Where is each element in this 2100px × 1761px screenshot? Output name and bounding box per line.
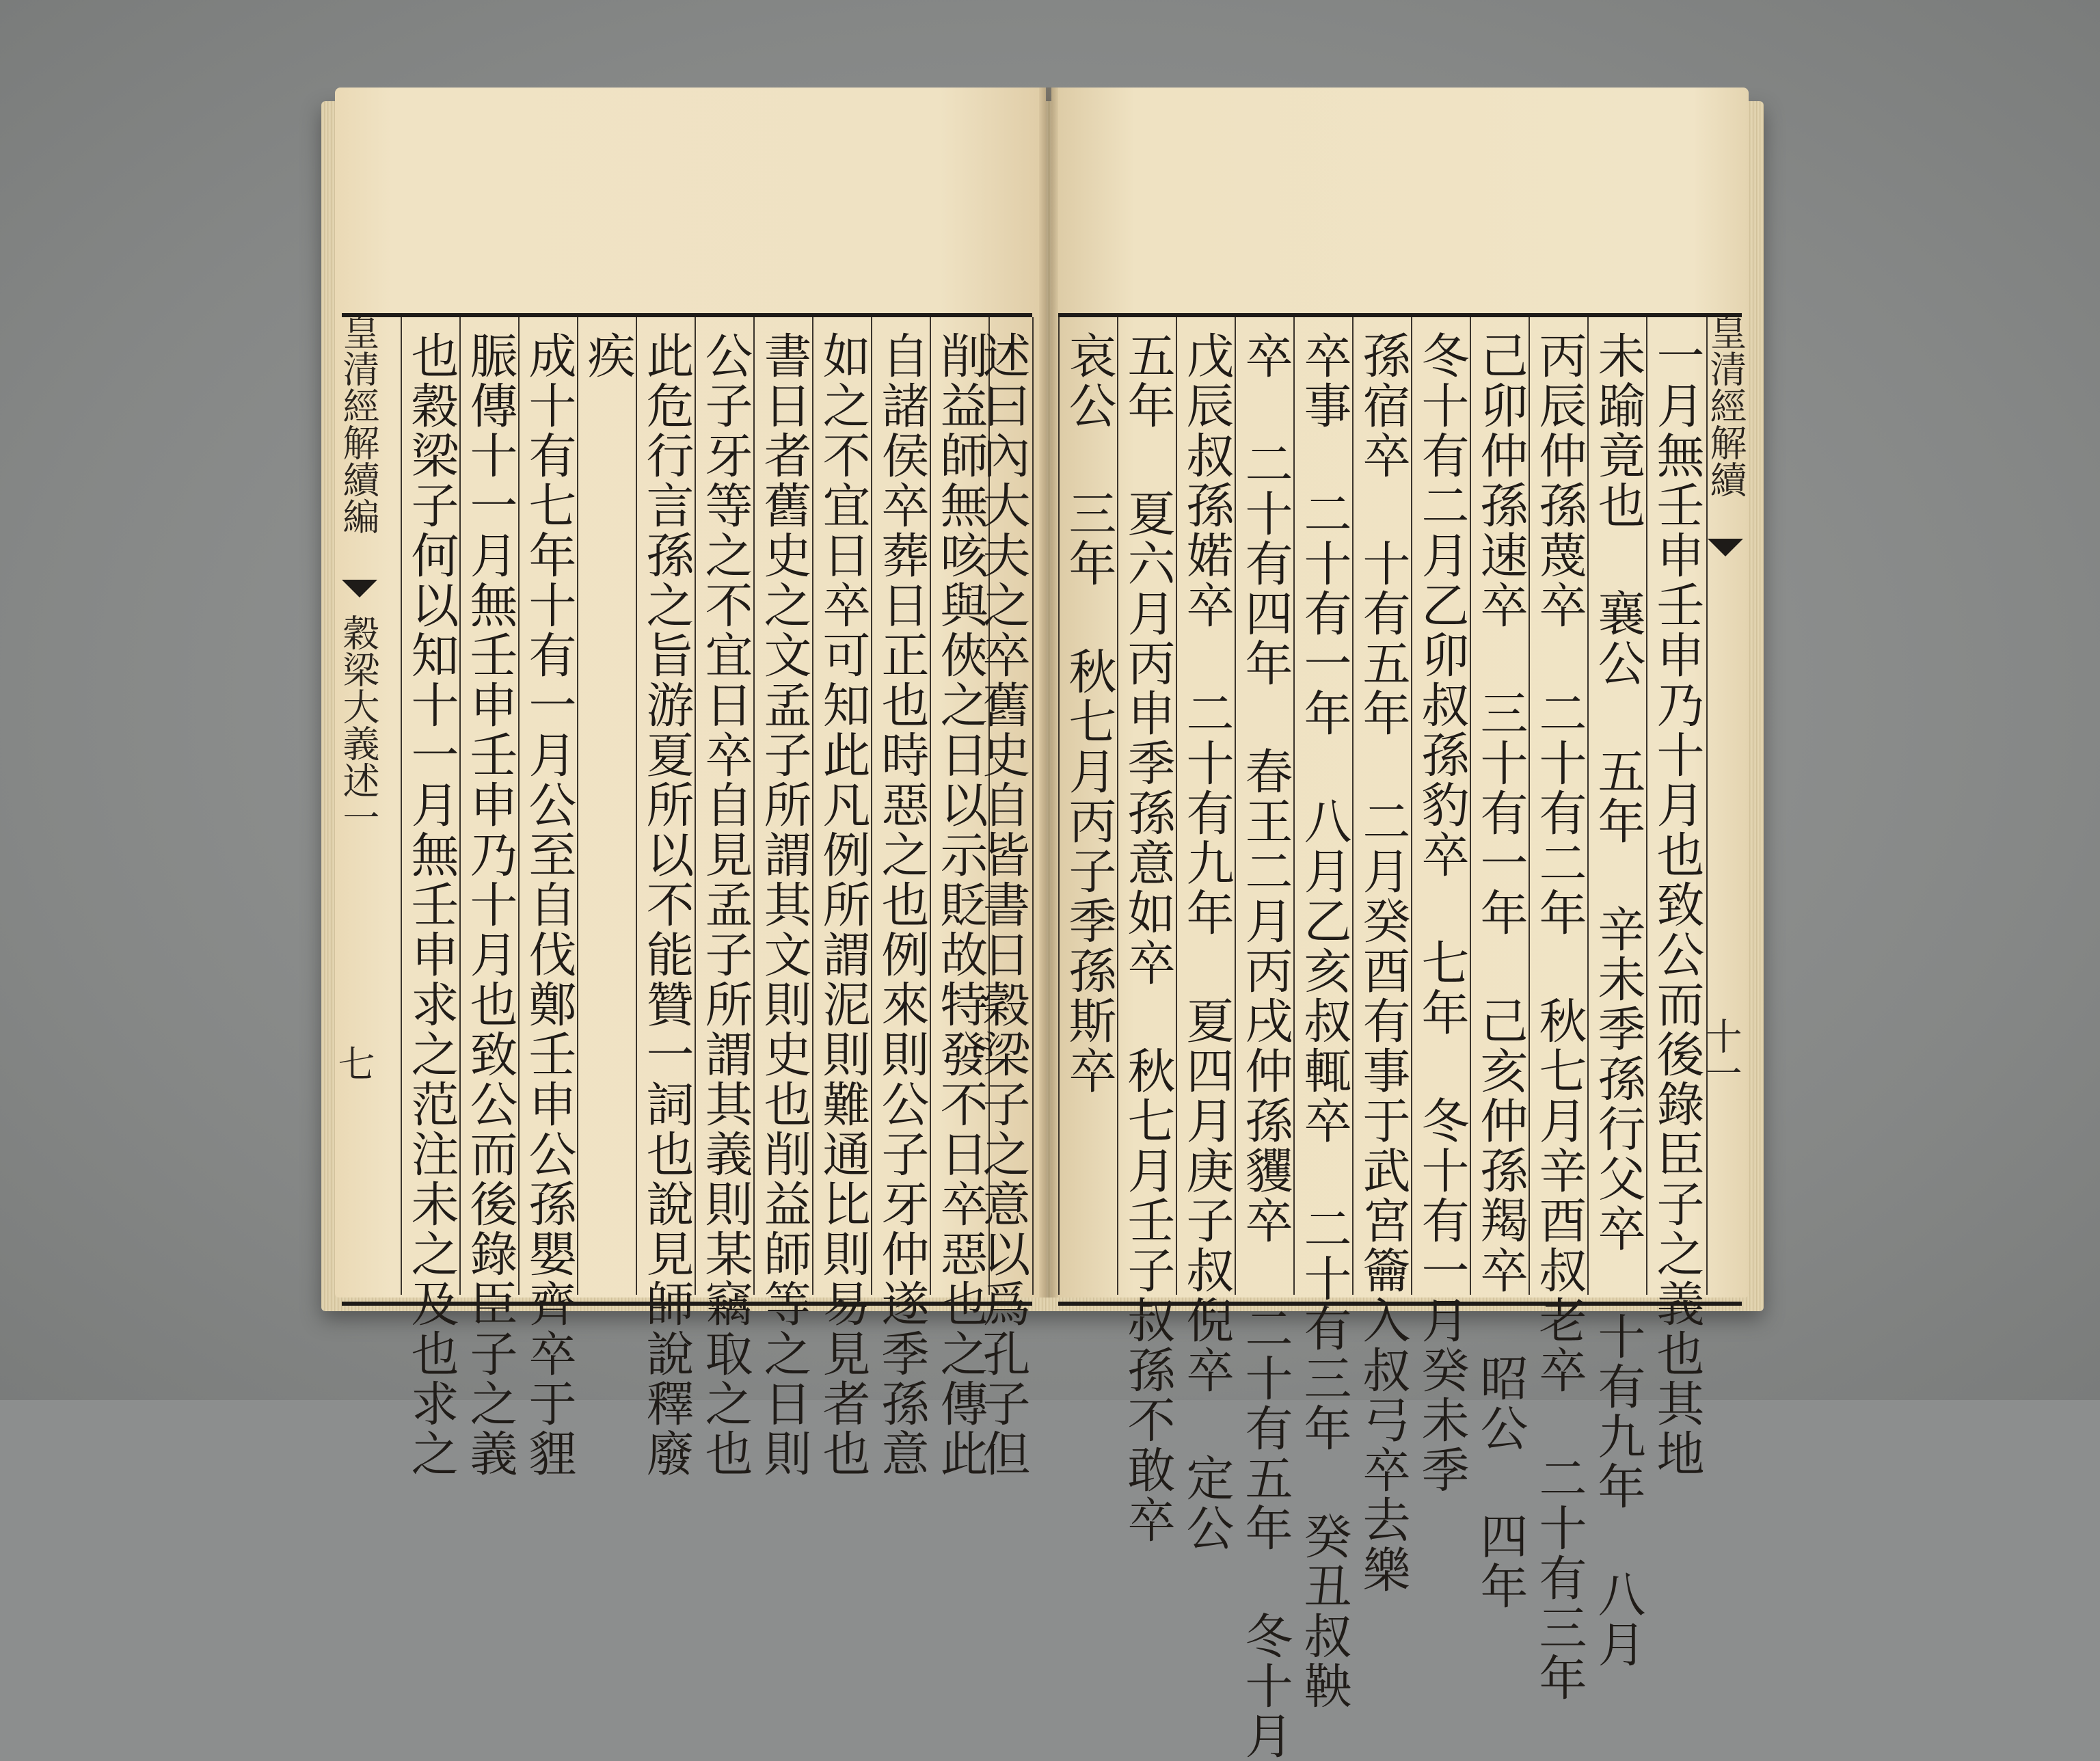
text-column: 疾 [577,317,578,1295]
left-page-number: 七 [332,1045,375,1081]
text-column: 冬十有二月乙卯叔孫豹卒 七年 冬十有一月癸未季 [1411,317,1412,1295]
left-margin-subtitle: 穀梁大義述一 [337,614,380,835]
open-book [321,81,1764,1761]
text-column: 削益師無咳與俠之日以示貶故特發不日卒惡也之傳此 [930,317,931,1295]
text-column: 己卯仲孫速卒 三十有一年 己亥仲孫羯卒 昭公 四年 [1470,317,1471,1295]
text-column: 戊辰叔孫婼卒 二十有九年 夏四月庚子叔倪卒 定公 [1176,317,1177,1295]
right-margin-header: 皇清經解續 [1704,313,1747,498]
text-column: 卒事 二十有一年 八月乙亥叔輒卒 二十有三年 癸丑叔鞅 [1293,317,1295,1295]
book-gutter [1039,88,1058,1298]
text-column: 五年 夏六月丙申季孫意如卒 秋七月壬子叔孫不敢卒 [1117,317,1118,1295]
text-column: 脤傳十一月無壬申壬申乃十月也致公而後錄臣子之義 [459,317,461,1295]
text-column: 一月無壬申壬申乃十月也致公而後錄臣子之義也其地 [1646,317,1708,1295]
text-column: 自諸侯卒葬日正也時惡之也例來則公子牙仲遂季孫意 [871,317,872,1295]
text-column: 書日者舊史之文孟子所謂其文則史也削益師等之日則 [753,317,755,1295]
left-text-frame [342,313,1032,1479]
right-page-number: 十一 [1699,1017,1742,1091]
text-column: 如之不宜日卒可知此凡例所謂泥則難通比則易見者也 [812,317,813,1295]
text-column: 哀公 三年 秋七月丙子季孫斯卒 [1058,317,1060,1295]
text-column: 未踰竟也 襄公 五年 辛未季孫行父卒 十有九年 八月 [1587,317,1589,1295]
left-margin-title: 皇清經解續編 [337,313,380,535]
text-column: 也穀梁子何以知十一月無壬申求之范注未之及也求之 [401,317,402,1295]
right-text-frame [1058,313,1742,1761]
text-column: 卒 二十有四年 春王二月丙戌仲孫貜卒 二十有五年 冬十月 [1235,317,1236,1295]
text-column: 孫宿卒 十有五年 二月癸酉有事于武宮籥入叔弓卒去樂 [1352,317,1354,1295]
text-column: 公子牙等之不宜日卒自見孟子所謂其義則某竊取之也 [695,317,696,1295]
text-column: 丙辰仲孫蔑卒 二十有二年 秋七月辛酉叔老卒 二十有三年 [1529,317,1530,1295]
text-column: 述曰內大夫之卒舊史自皆書日穀梁子之意以爲孔子但 [988,317,1034,1295]
text-column: 此危行言孫之旨游夏所以不能贊一詞也說見師說釋廢 [636,317,637,1295]
text-column: 成十有七年十有一月公至自伐鄭壬申公孫嬰齊卒于貍 [518,317,520,1295]
